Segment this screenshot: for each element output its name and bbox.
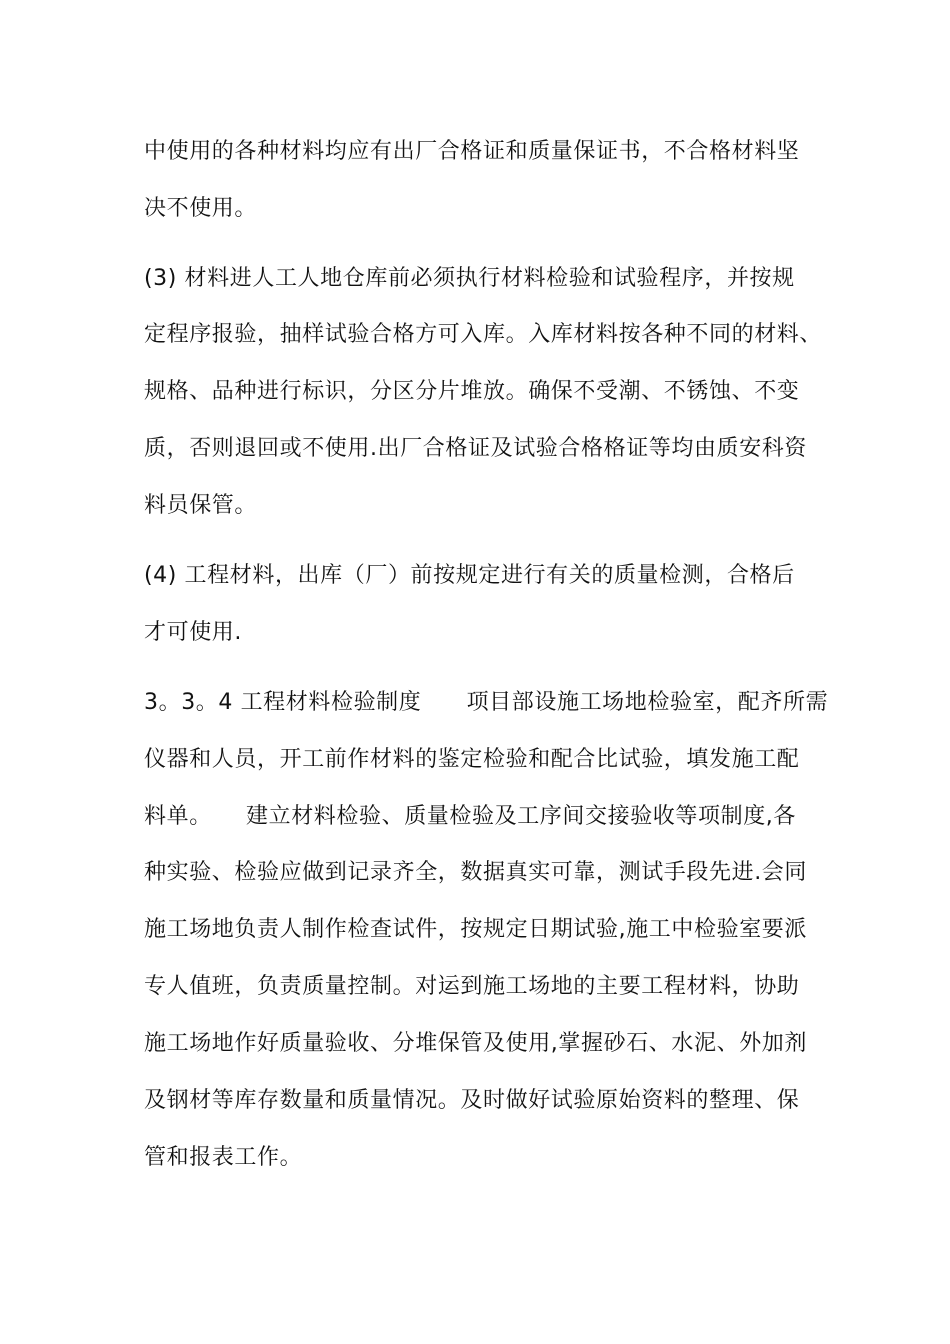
text-line: 规格、品种进行标识，分区分片堆放。确保不受潮、不锈蚀、不变: [144, 379, 800, 404]
text-line: 专人值班，负责质量控制。对运到施工场地的主要工程材料，协助: [144, 974, 800, 999]
text-line: (4) 工程材料，出库（厂）前按规定进行有关的质量检测，合格后: [144, 563, 795, 588]
text-line: (3) 材料进人工人地仓库前必须执行材料检验和试验程序，并按规: [144, 266, 795, 291]
text-line: 施工场地负责人制作检查试件，按规定日期试验,施工中检验室要派: [144, 917, 807, 942]
text-line: 及钢材等库存数量和质量情况。及时做好试验原始资料的整理、保: [144, 1088, 800, 1113]
text-line: 3。3。4 工程材料检验制度 项目部设施工场地检验室，配齐所需: [144, 690, 829, 715]
text-line: 决不使用。: [144, 196, 258, 221]
text-line: 定程序报验，抽样试验合格方可入库。入库材料按各种不同的材料、: [144, 322, 823, 347]
text-line: 中使用的各种材料均应有出厂合格证和质量保证书，不合格材料坚: [144, 139, 800, 164]
text-line: 才可使用.: [144, 620, 242, 645]
text-line: 施工场地作好质量验收、分堆保管及使用,掌握砂石、水泥、外加剂: [144, 1031, 807, 1056]
text-line: 质，否则退回或不使用.出厂合格证及试验合格格证等均由质安科资: [144, 436, 807, 461]
text-line: 管和报表工作。: [144, 1145, 303, 1170]
text-line: 种实验、检验应做到记录齐全，数据真实可靠，测试手段先进.会同: [144, 860, 807, 885]
text-line: 料员保管。: [144, 493, 258, 518]
text-line: 仪器和人员，开工前作材料的鉴定检验和配合比试验，填发施工配: [144, 747, 800, 772]
text-line: 料单。 建立材料检验、质量检验及工序间交接验收等项制度,各: [144, 804, 796, 829]
